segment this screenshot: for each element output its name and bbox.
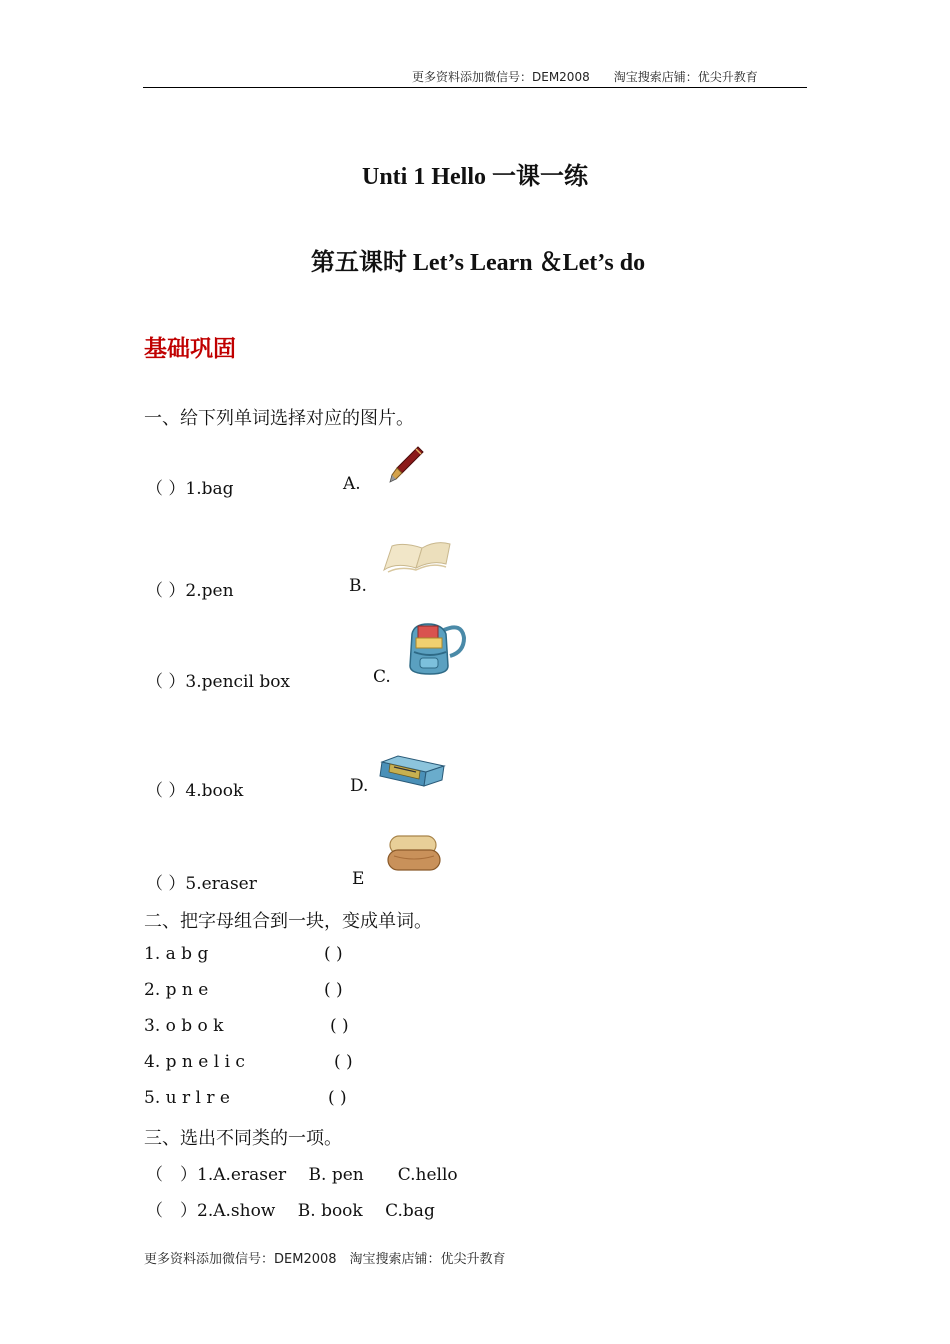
part1-item-3: （ ）3.pencil box: [146, 672, 291, 692]
part2-letters-2: 2. p n e: [144, 980, 209, 1000]
part1-option-e: E: [352, 869, 365, 889]
part3-item-2: （ ）2.A.show B. book C.bag: [146, 1201, 435, 1221]
part2-letters-1: 1. a b g: [144, 944, 209, 964]
part1-option-a: A.: [343, 474, 361, 494]
pencil-box-icon: [386, 832, 442, 874]
part2-answer-5: ( ): [328, 1088, 347, 1108]
school-bag-icon: [404, 616, 468, 676]
eraser-icon: [378, 754, 448, 794]
part1-option-c: C.: [373, 667, 391, 687]
part1-item-1: （ ）1.bag: [146, 479, 234, 499]
part2-instruction: 二、把字母组合到一块，变成单词。: [144, 911, 432, 931]
part1-item-2: （ ）2.pen: [146, 581, 234, 601]
fountain-pen-icon: [386, 444, 426, 484]
part2-letters-5: 5. u r l r e: [144, 1088, 230, 1108]
part2-letters-3: 3. o b o k: [144, 1016, 224, 1036]
part1-item-5: （ ）5.eraser: [146, 874, 257, 894]
part2-answer-2: ( ): [324, 980, 343, 1000]
part3-instruction: 三、选出不同类的一项。: [144, 1128, 342, 1148]
part2-answer-1: ( ): [324, 944, 343, 964]
part1-instruction: 一、给下列单词选择对应的图片。: [144, 408, 414, 428]
part1-option-b: B.: [349, 576, 367, 596]
part2-letters-4: 4. p n e l i c: [144, 1052, 245, 1072]
header-rule: [143, 87, 807, 88]
section-heading: 基础巩固: [144, 336, 236, 361]
page-footer: 更多资料添加微信号：DEM2008 淘宝搜索店铺：优尖升教育: [144, 1252, 506, 1267]
part2-answer-4: ( ): [334, 1052, 353, 1072]
open-book-icon: [382, 540, 452, 578]
page-title: Unti 1 Hello 一课一练: [362, 164, 588, 190]
page-header: 更多资料添加微信号：DEM2008 淘宝搜索店铺：优尖升教育: [412, 70, 758, 84]
page-subtitle: 第五课时 Let’s Learn ＆Let’s do: [310, 250, 646, 276]
part1-option-d: D.: [350, 776, 369, 796]
part1-item-4: （ ）4.book: [146, 781, 244, 801]
part2-answer-3: ( ): [330, 1016, 349, 1036]
part3-item-1: （ ）1.A.eraser B. pen C.hello: [146, 1165, 458, 1185]
